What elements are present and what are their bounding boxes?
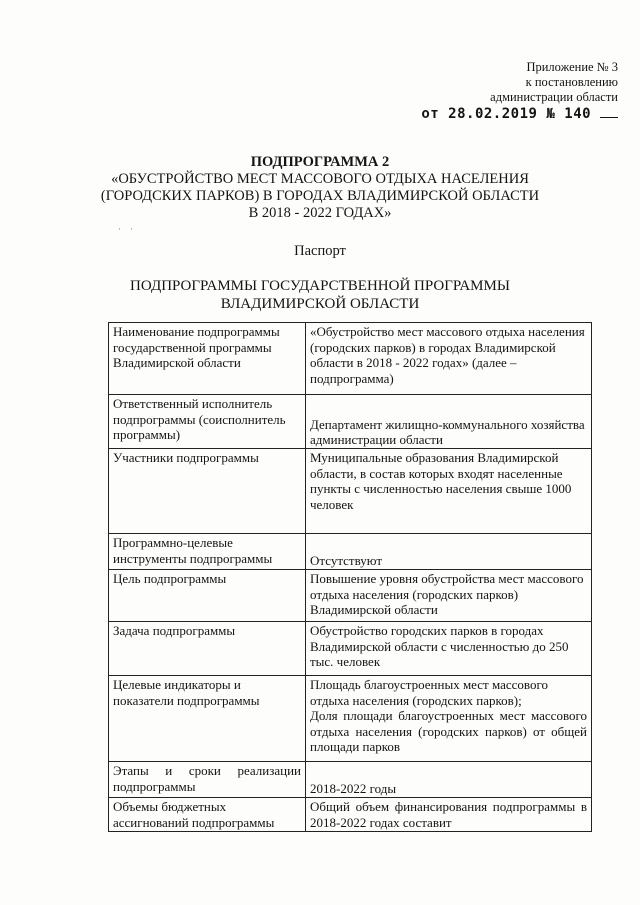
- row-label: Участники подпрограммы: [109, 449, 306, 534]
- stamp-number-sign: №: [546, 106, 556, 122]
- stamp-underline: [600, 117, 618, 118]
- row-label: Наименование подпрограммы государственной программы Владимирской области: [109, 323, 306, 395]
- row-value: Общий объем финансирования подпрограммы в 2018-2022 годах составит: [306, 798, 592, 832]
- table-row: [109, 570, 592, 622]
- stamp-prefix: от: [421, 106, 440, 122]
- row-label: Объемы бюджетных ассигнований подпрограммы: [109, 798, 306, 832]
- table-row: [109, 798, 592, 832]
- row-value: Муниципальные образования Владимирской области, в состав которых входят населенные пункты с численностью населения свыше 1000 человек: [306, 449, 592, 534]
- subtitle-line-1: ПОДПРОГРАММЫ ГОСУДАРСТВЕННОЙ ПРОГРАММЫ: [130, 278, 510, 294]
- stamp-number: 140: [564, 106, 592, 122]
- row-label: Программно-целевые инструменты подпрограммы: [109, 534, 306, 570]
- row-value-group: [306, 676, 592, 762]
- table-row: [109, 762, 592, 798]
- table-row: [109, 449, 592, 534]
- subtitle-line-2: ВЛАДИМИРСКОЙ ОБЛАСТИ: [220, 296, 420, 312]
- row-label: Ответственный исполнитель подпрограммы (соисполнитель программы): [109, 395, 306, 449]
- document-title: [0, 154, 640, 222]
- row-value: Департамент жилищно-коммунального хозяйства администрации области: [306, 395, 592, 449]
- table-row: [109, 395, 592, 449]
- title-line-1: «ОБУСТРОЙСТВО МЕСТ МАССОВОГО ОТДЫХА НАСЕЛЕНИЯ: [111, 171, 529, 187]
- row-value: «Обустройство мест массового отдыха населения (городских парков) в городах Владимирской области в 2018 - 2022 годах» (далее – подпрограмма): [306, 323, 592, 395]
- row-value: Отсутствуют: [306, 534, 592, 570]
- table-row: [109, 323, 592, 395]
- row-value: Площадь благоустроенных мест массового отдыха населения (городских парков);: [310, 677, 548, 708]
- title-heading: ПОДПРОГРАММА 2: [250, 154, 390, 170]
- annex-line-1: Приложение № 3: [526, 60, 618, 74]
- row-value-2: Доля площади благоустроенных мест массового отдыха населения (городских парков) от общей площади парков: [310, 708, 587, 755]
- row-label: Целевые индикаторы и показатели подпрограммы: [109, 676, 306, 762]
- annex-block: [421, 60, 618, 122]
- row-label: Задача подпрограммы: [109, 622, 306, 676]
- passport-table: [108, 322, 592, 832]
- row-value: Повышение уровня обустройства мест массового отдыха населения (городских парков) Владимирской области: [306, 570, 592, 622]
- row-value: 2018-2022 годы: [306, 762, 592, 798]
- row-value: Обустройство городских парков в городах Владимирской области с численностью до 250 тыс. человек: [306, 622, 592, 676]
- table-row: [109, 622, 592, 676]
- annex-line-2: к постановлению: [525, 75, 618, 89]
- annex-line-3: администрации области: [490, 90, 618, 104]
- subtitle: [0, 277, 640, 313]
- scan-specks: · ·: [118, 224, 133, 234]
- title-line-3: В 2018 - 2022 ГОДАХ»: [248, 205, 392, 221]
- table-row: [109, 534, 592, 570]
- stamp-date: 28.02.2019: [448, 106, 538, 122]
- title-line-2: (ГОРОДСКИХ ПАРКОВ) В ГОРОДАХ ВЛАДИМИРСКОЙ ОБЛАСТИ: [100, 188, 540, 204]
- table-row: [109, 676, 592, 762]
- passport-label: Паспорт: [294, 243, 346, 259]
- row-label: Цель подпрограммы: [109, 570, 306, 622]
- row-label: Этапы и сроки реализации подпрограммы: [109, 762, 306, 798]
- date-number-stamp: [421, 107, 618, 122]
